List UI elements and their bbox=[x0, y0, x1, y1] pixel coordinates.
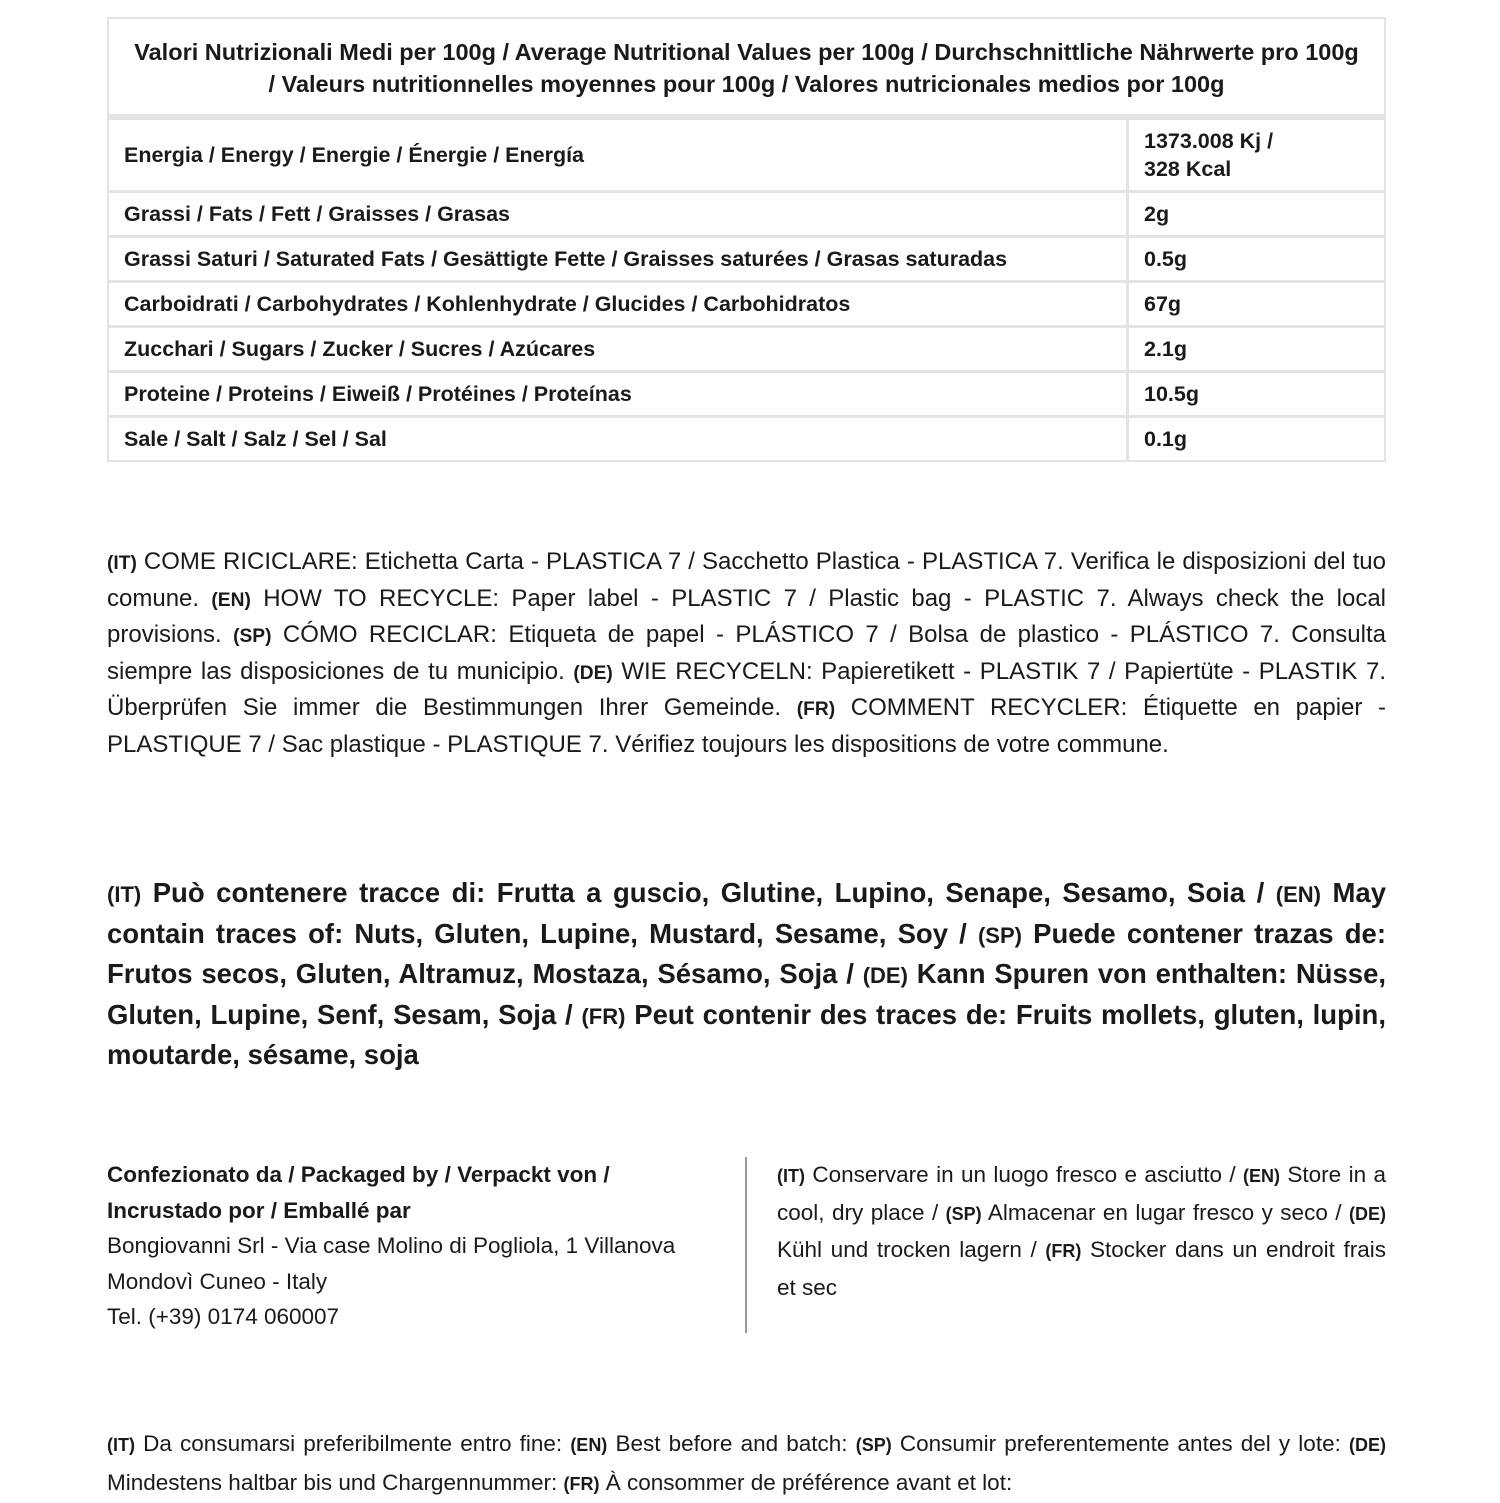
packager-heading-line2: Incrustado por / Emballé par bbox=[107, 1197, 411, 1223]
row-label: Grassi Saturi / Saturated Fats / Gesättigte Fette / Graisses saturées / Grasas saturadas bbox=[109, 238, 1129, 280]
row-label: Carboidrati / Carbohydrates / Kohlenhydrate / Glucides / Carbohidratos bbox=[109, 283, 1129, 325]
language-tag-sp: (SP) bbox=[233, 626, 272, 647]
row-label: Grassi / Fats / Fett / Graisses / Grasas bbox=[109, 193, 1129, 235]
recycling-text-it: COME RICICLARE: Etichetta Carta - PLASTICA 7 / Sacchetto Plastica - PLASTICA 7. Verifica le disposizioni del tuo comune. bbox=[107, 548, 1386, 612]
row-value: 2.1g bbox=[1144, 336, 1188, 361]
nutrition-table bbox=[107, 17, 1386, 462]
recycling-text-de: WIE RECYCELN: Papieretikett - PLASTIK 7 / Papiertüte - PLASTIK 7. Überprüfen Sie immer die Bestimmungen Ihrer Gemeinde. bbox=[107, 657, 1386, 721]
packager-address-line2: Mondovì Cuneo - Italy bbox=[107, 1268, 328, 1294]
language-tag-en: (EN) bbox=[1275, 882, 1321, 907]
nutrition-table-header: Valori Nutrizionali Medi per 100g / Average Nutritional Values per 100g / Durchschnittliche Nährwerte pro 100g / Valeurs nutritionnelles moyennes pour 100g / Valores nutricionales medios por 100g bbox=[109, 19, 1384, 117]
packager-address-line1: Bongiovanni Srl - Via case Molino di Pogliola, 1 Villanova bbox=[107, 1233, 676, 1258]
row-value bbox=[1129, 120, 1384, 190]
storage-text-it: Conservare in un luogo fresco e asciutto / bbox=[804, 1162, 1244, 1187]
row-value: 67g bbox=[1144, 291, 1182, 316]
language-tag-it: (IT) bbox=[107, 553, 137, 574]
table-row-energy bbox=[109, 117, 1384, 190]
best-before-text-sp: Consumir preferentemente antes del y lote: bbox=[891, 1431, 1349, 1456]
language-tag-de: (DE) bbox=[1349, 1203, 1387, 1224]
storage-instructions bbox=[777, 1157, 1386, 1305]
language-tag-en: (EN) bbox=[570, 1435, 608, 1455]
table-row-carbohydrates bbox=[109, 280, 1384, 325]
row-label: Energia / Energy / Energie / Énergie / Energía bbox=[109, 120, 1129, 190]
row-value: 0.5g bbox=[1144, 246, 1188, 271]
storage-text-sp: Almacenar en lugar fresco y seco / bbox=[981, 1199, 1350, 1225]
language-tag-it: (IT) bbox=[777, 1166, 805, 1186]
table-row-salt bbox=[109, 415, 1384, 460]
best-before-info bbox=[107, 1425, 1386, 1503]
packager-info bbox=[107, 1157, 727, 1335]
language-tag-sp: (SP) bbox=[945, 1203, 982, 1224]
language-tag-sp: (SP) bbox=[855, 1435, 892, 1455]
row-value: 10.5g bbox=[1144, 381, 1199, 406]
language-tag-en: (EN) bbox=[1243, 1166, 1281, 1186]
info-columns bbox=[107, 1157, 1386, 1333]
row-value: 2g bbox=[1144, 201, 1170, 226]
row-label: Proteine / Proteins / Eiweiß / Protéines / Proteínas bbox=[109, 373, 1129, 415]
recycling-text-sp: CÓMO RECICLAR: Etiqueta de papel - PLÁSTICO 7 / Bolsa de plastico - PLÁSTICO 7. Consulta siempre las disposiciones de tu municipio. bbox=[107, 621, 1386, 685]
allergen-text-de: Kann Spuren von enthalten: Nüsse, Gluten, Lupine, Senf, Sesam, Soja / bbox=[107, 958, 1386, 1030]
nutrition-section bbox=[107, 17, 1386, 462]
language-tag-fr: (FR) bbox=[1045, 1241, 1082, 1261]
language-tag-de: (DE) bbox=[862, 963, 908, 988]
language-tag-en: (EN) bbox=[211, 589, 251, 611]
allergen-text-sp: Puede contener trazas de: Frutos secos, Gluten, Altramuz, Mostaza, Sésamo, Soja / bbox=[107, 917, 1387, 989]
allergen-text-it: Può contenere tracce di: Frutta a guscio, Glutine, Lupino, Senape, Sesamo, Soia / bbox=[141, 877, 1276, 908]
storage-text-fr: Stocker dans un endroit frais et sec bbox=[777, 1237, 1386, 1300]
table-row-proteins bbox=[109, 370, 1384, 415]
language-tag-fr: (FR) bbox=[796, 699, 836, 720]
language-tag-sp: (SP) bbox=[977, 922, 1022, 948]
language-tag-de: (DE) bbox=[573, 662, 613, 684]
best-before-text-it: Da consumarsi preferibilmente entro fine: bbox=[134, 1431, 571, 1456]
allergen-text-fr: Peut contenir des traces de: Fruits mollets, gluten, lupin, moutarde, sésame, soja bbox=[107, 998, 1386, 1070]
row-value: 0.1g bbox=[1144, 426, 1188, 451]
allergen-warning bbox=[107, 874, 1386, 1075]
recycling-text-en: HOW TO RECYCLE: Paper label - PLASTIC 7 / Plastic bag - PLASTIC 7. Always check the local provisions. bbox=[107, 584, 1387, 648]
language-tag-fr: (FR) bbox=[581, 1003, 626, 1029]
row-label: Sale / Salt / Salz / Sel / Sal bbox=[109, 418, 1129, 460]
table-row-saturated-fats bbox=[109, 235, 1384, 280]
storage-text-de: Kühl und trocken lagern / bbox=[777, 1237, 1046, 1262]
best-before-text-fr: À consommer de préférence avant et lot: bbox=[599, 1470, 1013, 1495]
table-row-fats bbox=[109, 190, 1384, 235]
storage-text-en: Store in a cool, dry place / bbox=[777, 1162, 1387, 1225]
language-tag-it: (IT) bbox=[107, 1435, 135, 1455]
packager-phone: Tel. (+39) 0174 060007 bbox=[107, 1304, 340, 1329]
packager-heading-line1: Confezionato da / Packaged by / Verpackt von / bbox=[107, 1162, 610, 1187]
allergen-text-en: May contain traces of: Nuts, Gluten, Lupine, Mustard, Sesame, Soy / bbox=[107, 877, 1386, 949]
energy-kj-value: 1373.008 Kj / bbox=[1144, 129, 1274, 153]
language-tag-fr: (FR) bbox=[563, 1474, 600, 1494]
best-before-text-de: Mindestens haltbar bis und Chargennummer: bbox=[107, 1470, 564, 1495]
column-divider bbox=[745, 1157, 747, 1333]
table-row-sugars bbox=[109, 325, 1384, 370]
recycling-instructions bbox=[107, 545, 1386, 762]
recycling-text-fr: COMMENT RECYCLER: Étiquette en papier - PLASTIQUE 7 / Sac plastique - PLASTIQUE 7. Vérifiez toujours les dispositions de votre commune. bbox=[107, 694, 1386, 758]
row-label: Zucchari / Sugars / Zucker / Sucres / Azúcares bbox=[109, 328, 1129, 370]
energy-kcal-value: 328 Kcal bbox=[1144, 157, 1232, 181]
language-tag-it: (IT) bbox=[107, 882, 142, 907]
best-before-text-en: Best before and batch: bbox=[607, 1431, 856, 1456]
language-tag-de: (DE) bbox=[1348, 1435, 1386, 1455]
